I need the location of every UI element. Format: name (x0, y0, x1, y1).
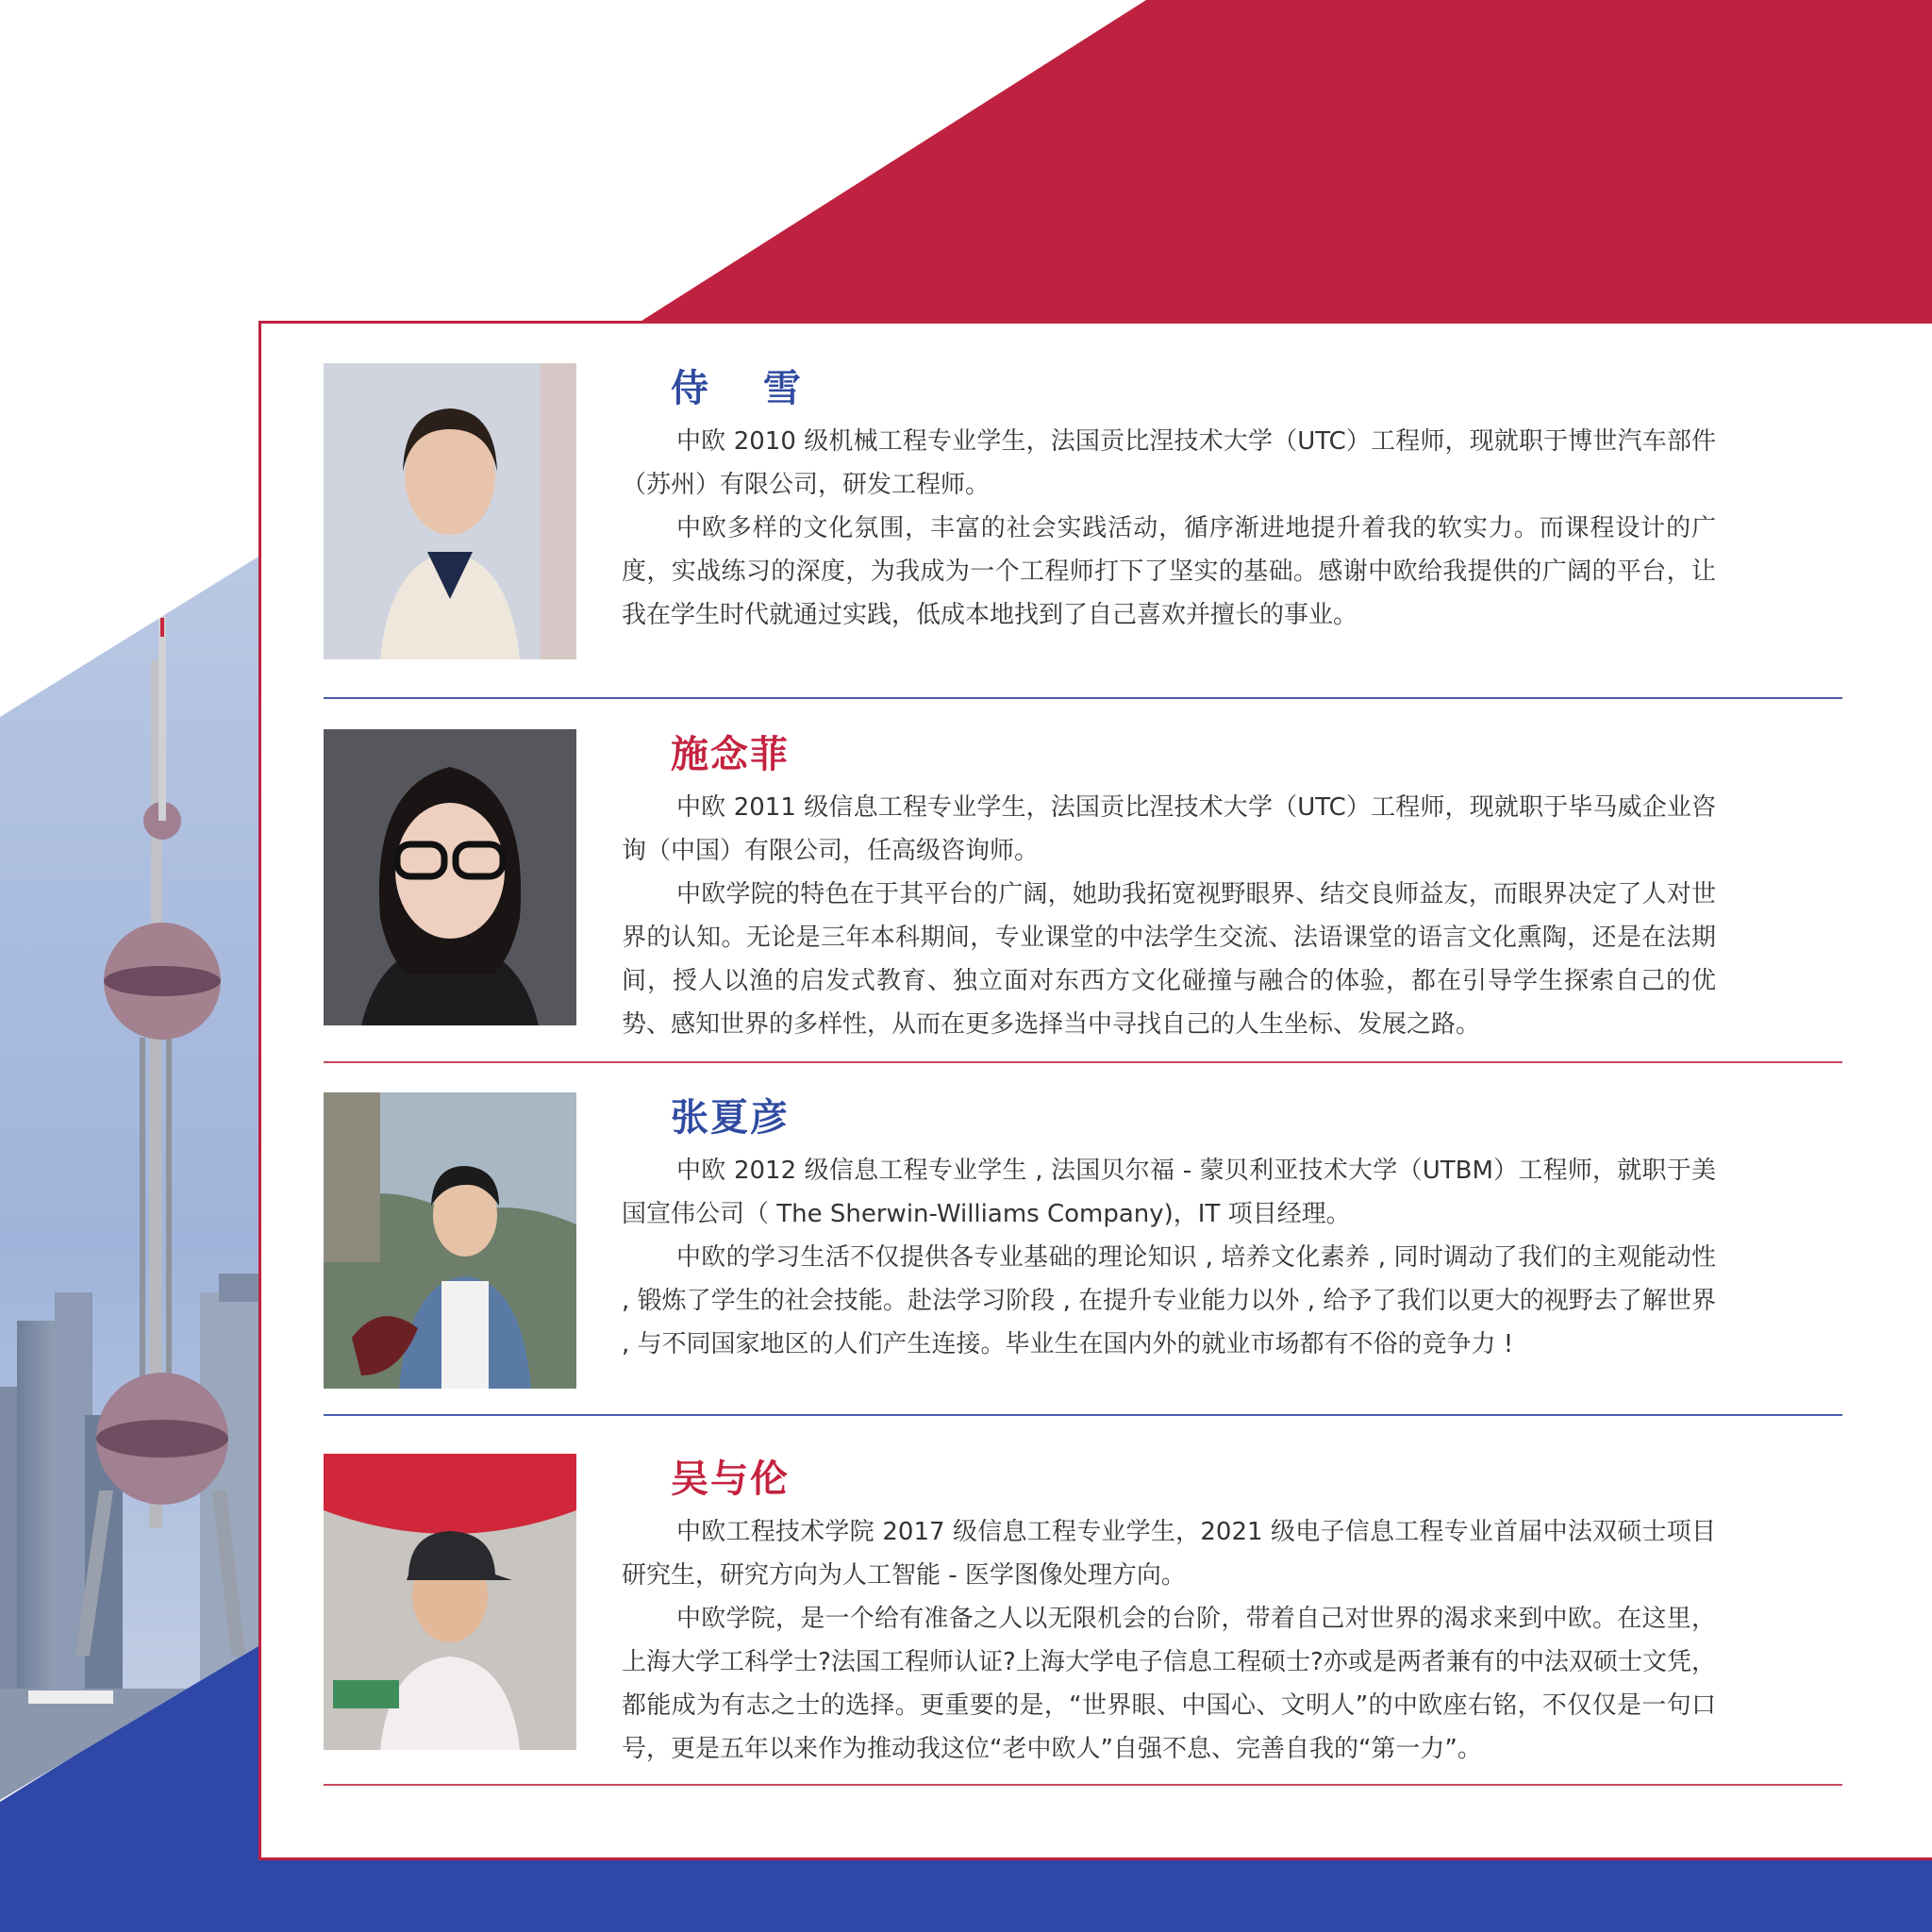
profile-photo (324, 729, 576, 1025)
profile-name: 施念菲 (671, 733, 790, 776)
profile-text (622, 1454, 1716, 1771)
profile-photo (324, 363, 576, 659)
profile-intro: 中欧 2011 级信息工程专业学生，法国贡比涅技术大学（UTC）工程师，现就职于毕马威企业咨询（中国）有限公司，任高级咨询师。 (622, 793, 1716, 865)
profile-intro: 中欧工程技术学院 2017 级信息工程专业学生，2021 级电子信息工程专业首届中法双硕士项目研究生，研究方向为人工智能 - 医学图像处理方向。 (622, 1518, 1716, 1590)
blue-bottom-band (0, 1858, 1932, 1932)
red-diagonal-band (639, 0, 1932, 323)
profile-name: 张夏彦 (671, 1096, 790, 1140)
profile-intro: 中欧 2012 级信息工程专业学生 , 法国贝尔福 - 蒙贝利亚技术大学（UTBM）工程师，就职于美国宣伟公司（ The Sherwin-Williams Company)，IT 项目经理。 (622, 1157, 1716, 1228)
section-divider (324, 697, 1842, 699)
profile-photo (324, 1454, 576, 1750)
profile-testimonial: 中欧学院，是一个给有准备之人以无限机会的台阶，带着自己对世界的渴求来到中欧。在这里，上海大学工科学士?法国工程师认证?上海大学电子信息工程硕士?亦或是两者兼有的中法双硕士文凭，都能成为有志之士的选择。更重要的是，“世界眼、中国心、文明人”的中欧座右铭，不仅仅是一句口号，更是五年以来作为推动我这位“老中欧人”自强不息、完善自我的“第一力”。 (622, 1605, 1716, 1763)
profile-text (622, 363, 1716, 637)
section-divider (324, 1061, 1842, 1063)
profile-text (622, 1092, 1716, 1366)
section-divider (324, 1784, 1842, 1786)
shanghai-skyline-image (0, 547, 258, 1811)
profile-name: 侍 雪 (671, 367, 822, 410)
profile-name: 吴与伦 (671, 1457, 790, 1501)
profile-intro: 中欧 2010 级机械工程专业学生，法国贡比涅技术大学（UTC）工程师，现就职于博世汽车部件（苏州）有限公司，研发工程师。 (622, 427, 1716, 499)
profile-text (622, 729, 1716, 1046)
profile-testimonial: 中欧的学习生活不仅提供各专业基础的理论知识 , 培养文化素养 , 同时调动了我们的主观能动性 , 锻炼了学生的社会技能。赴法学习阶段 , 在提升专业能力以外 , 给予了我们以更大的视野去了解世界 , 与不同国家地区的人们产生连接。毕业生在国内外的就业市场都有不俗的竞争力 ! (622, 1243, 1716, 1358)
profile-photo (324, 1092, 576, 1389)
profiles-card (258, 321, 1932, 1860)
section-divider (324, 1414, 1842, 1416)
profile-testimonial: 中欧学院的特色在于其平台的广阔，她助我拓宽视野眼界、结交良师益友，而眼界决定了人对世界的认知。无论是三年本科期间，专业课堂的中法学生交流、法语课堂的语言文化熏陶，还是在法期间，授人以渔的启发式教育、独立面对东西方文化碰撞与融合的体验，都在引导学生探索自己的优势、感知世界的多样性，从而在更多选择当中寻找自己的人生坐标、发展之路。 (622, 880, 1716, 1039)
profile-testimonial: 中欧多样的文化氛围，丰富的社会实践活动，循序渐进地提升着我的软实力。而课程设计的广度，实战练习的深度，为我成为一个工程师打下了坚实的基础。感谢中欧给我提供的广阔的平台，让我在学生时代就通过实践，低成本地找到了自己喜欢并擅长的事业。 (622, 514, 1716, 629)
